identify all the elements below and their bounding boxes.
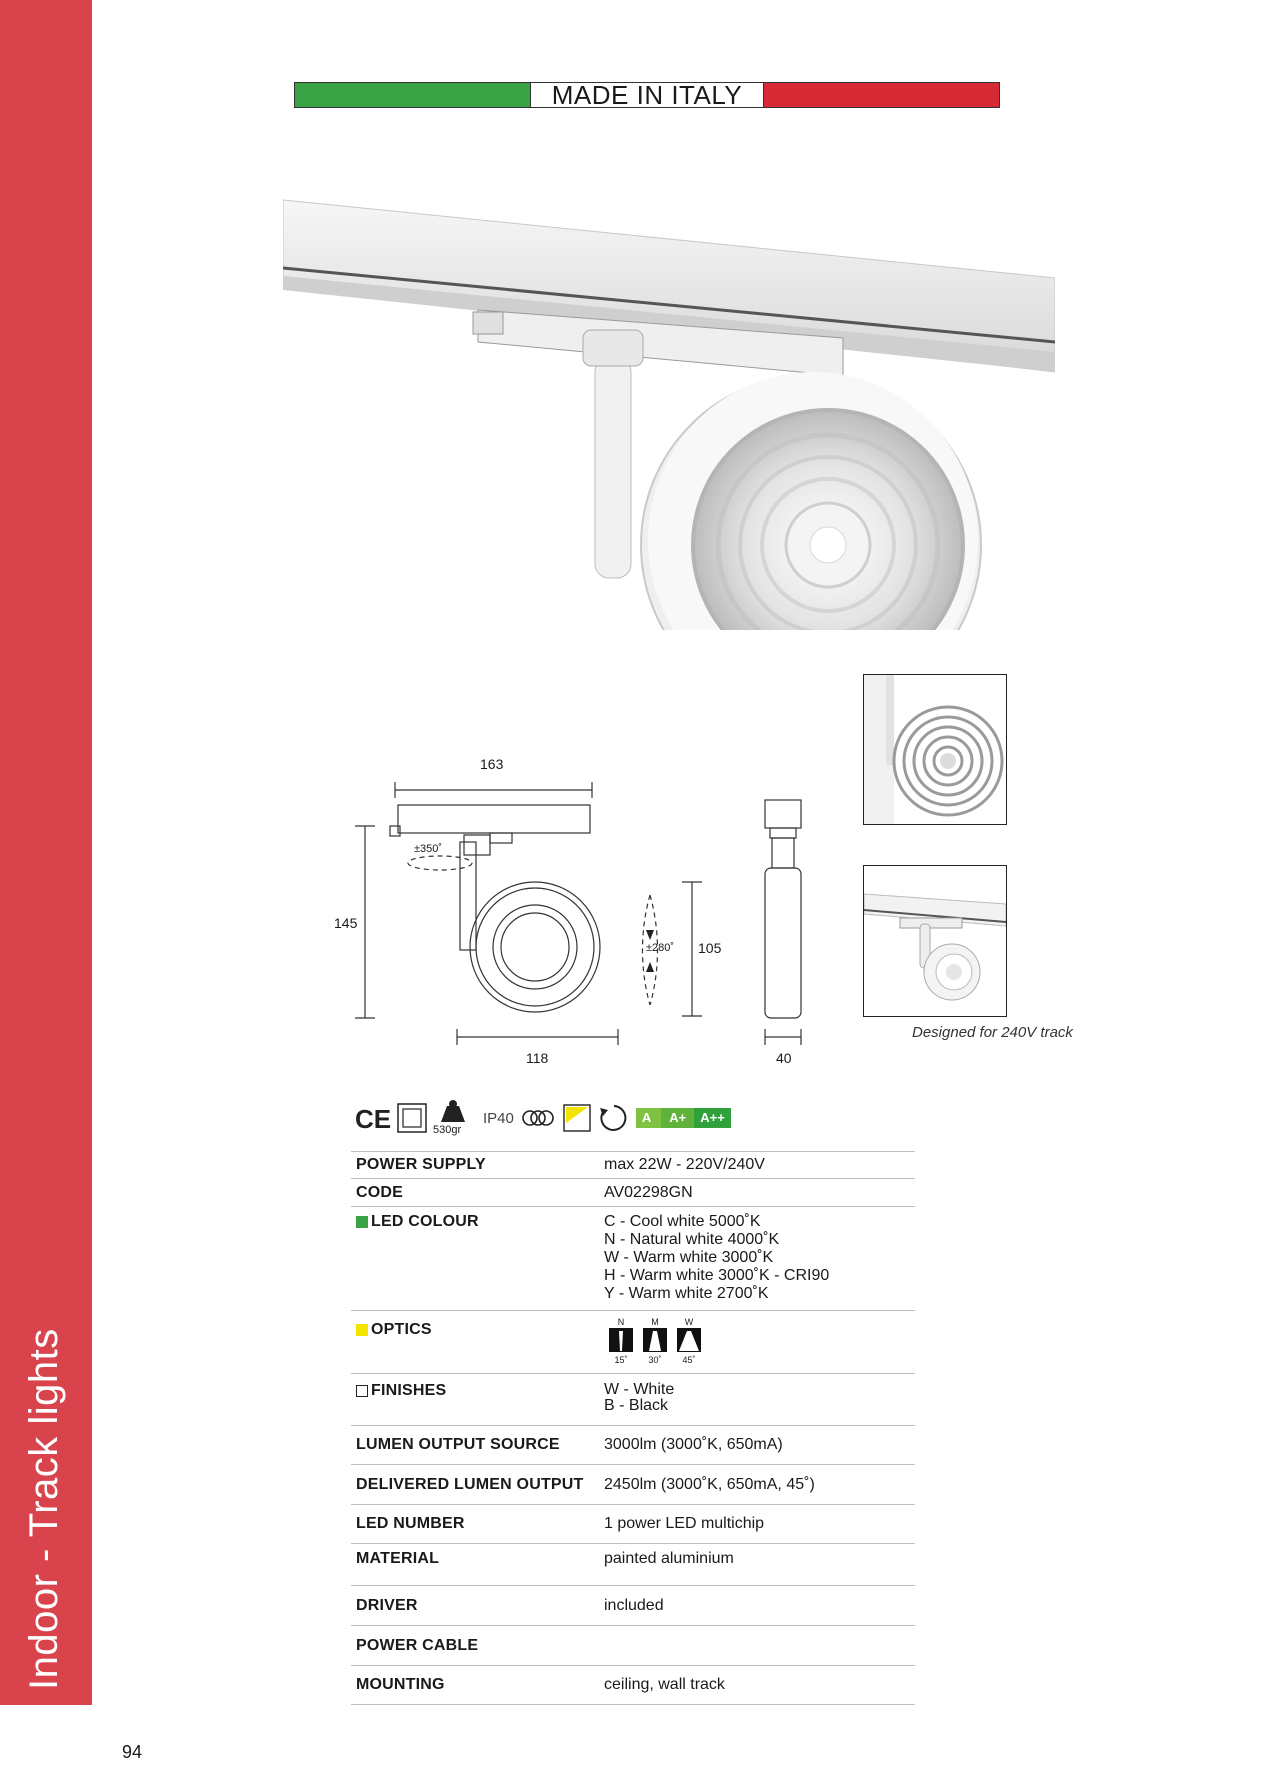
spec-key: POWER CABLE (356, 1636, 479, 1654)
beam-code: N (617, 1317, 625, 1327)
energy-class-badge (636, 1108, 731, 1128)
led-colour-list (604, 1213, 915, 1310)
spec-value: 1 power LED multichip (604, 1515, 765, 1532)
optics-beam (604, 1317, 638, 1373)
spec-key: DELIVERED LUMEN OUTPUT (356, 1475, 584, 1493)
optics-swatch (356, 1324, 368, 1336)
beam-angle: 15˚ (614, 1355, 628, 1365)
beam-code: W (684, 1317, 694, 1327)
spec-value: 3000lm (3000˚K, 650mA) (604, 1436, 783, 1453)
spec-row-driver (351, 1586, 915, 1626)
beam-code: M (651, 1317, 659, 1327)
finishes-list (604, 1382, 915, 1425)
svg-text:CE: CE (355, 1104, 391, 1132)
spec-value: included (604, 1596, 664, 1614)
product-photo (283, 190, 1055, 630)
flag-red-stripe (764, 83, 999, 107)
led-colour-swatch (356, 1216, 368, 1228)
optics-beam (672, 1317, 706, 1373)
detail-thumbnail-installed (863, 865, 1007, 1017)
spec-key: CODE (356, 1183, 404, 1201)
made-in-italy-banner (294, 82, 1000, 108)
dim-head-width: 118 (526, 1050, 549, 1066)
finish-option: B - Black (604, 1397, 669, 1414)
flag-label: MADE IN ITALY (531, 83, 764, 107)
beam-angle: 30˚ (648, 1355, 662, 1365)
dim-side-width: 40 (776, 1050, 792, 1066)
rotation-icon (598, 1102, 630, 1134)
spec-value: ceiling, wall track (604, 1676, 725, 1693)
weight-badge (433, 1098, 473, 1138)
led-colour-option: W - Warm white 3000˚K (604, 1249, 774, 1266)
led-colour-option: N - Natural white 4000˚K (604, 1231, 780, 1248)
ip-rating-label: IP40 (483, 1109, 514, 1127)
class-ii-icon (397, 1103, 427, 1133)
spec-key: LED NUMBER (356, 1515, 465, 1532)
track-note: Designed for 240V track (912, 1024, 1073, 1041)
finishes-swatch (356, 1385, 368, 1397)
technical-drawing (340, 740, 820, 1080)
spec-row-optics (351, 1311, 915, 1374)
spec-row-finishes (351, 1374, 915, 1426)
spec-key-led-colour (351, 1213, 604, 1310)
dim-width-top: 163 (480, 756, 504, 772)
medium-beam-icon (642, 1327, 668, 1353)
dim-rotation-horizontal: ±350˚ (414, 843, 443, 855)
weight-icon (433, 1098, 473, 1124)
beam-angle: 45˚ (682, 1355, 696, 1365)
led-colour-option: Y - Warm white 2700˚K (604, 1285, 769, 1302)
spec-value: AV02298GN (604, 1183, 693, 1201)
spec-row-delivered-lumen (351, 1465, 915, 1505)
spec-key: POWER SUPPLY (356, 1156, 486, 1173)
finish-option: W - White (604, 1381, 675, 1398)
spec-row-code (351, 1179, 915, 1207)
section-title: Indoor - Track lights (22, 1328, 66, 1690)
energy-class-a-plus: A+ (661, 1108, 694, 1128)
weight-label: 530gr (433, 1124, 462, 1136)
spec-table (351, 1151, 915, 1705)
spec-key: LED COLOUR (371, 1213, 479, 1230)
spec-key-finishes (351, 1382, 604, 1425)
led-module-icon (562, 1103, 592, 1133)
spec-row-led-colour (351, 1207, 915, 1311)
spec-key: DRIVER (356, 1596, 418, 1614)
detail-thumbnail-lens (863, 674, 1007, 825)
spec-row-material (351, 1544, 915, 1586)
dim-head-height: 105 (698, 940, 722, 956)
optics-beams (604, 1317, 915, 1373)
dim-height-total: 145 (334, 915, 358, 931)
sidebar-band (0, 0, 92, 1705)
spec-key: FINISHES (371, 1382, 447, 1399)
spec-key: OPTICS (371, 1321, 432, 1338)
spec-value: 2450lm (3000˚K, 650mA, 45˚) (604, 1475, 815, 1493)
recycle-rings-icon (520, 1108, 556, 1128)
energy-class-a-plus-plus: A++ (694, 1108, 731, 1128)
spec-key: MOUNTING (356, 1676, 445, 1693)
energy-class-a: A (636, 1108, 661, 1128)
dim-rotation-vertical: ±280˚ (646, 942, 675, 954)
flag-green-stripe (295, 83, 531, 107)
spec-row-power-supply (351, 1152, 915, 1179)
narrow-beam-icon (608, 1327, 634, 1353)
certification-icons (355, 1098, 731, 1138)
spec-key-optics (351, 1317, 604, 1373)
page-number: 94 (122, 1742, 143, 1762)
spec-key: LUMEN OUTPUT SOURCE (356, 1436, 560, 1453)
wide-beam-icon (676, 1327, 702, 1353)
optics-beam (638, 1317, 672, 1373)
ce-mark-icon (355, 1104, 391, 1132)
spec-key: MATERIAL (356, 1550, 440, 1567)
led-colour-option: C - Cool white 5000˚K (604, 1213, 761, 1230)
spec-value: painted aluminium (604, 1550, 734, 1567)
spec-row-mounting (351, 1666, 915, 1705)
spec-value: max 22W - 220V/240V (604, 1156, 765, 1173)
spec-row-lumen-source (351, 1426, 915, 1465)
spec-row-power-cable (351, 1626, 915, 1666)
led-colour-option: H - Warm white 3000˚K - CRI90 (604, 1267, 830, 1284)
spec-row-led-number (351, 1505, 915, 1544)
